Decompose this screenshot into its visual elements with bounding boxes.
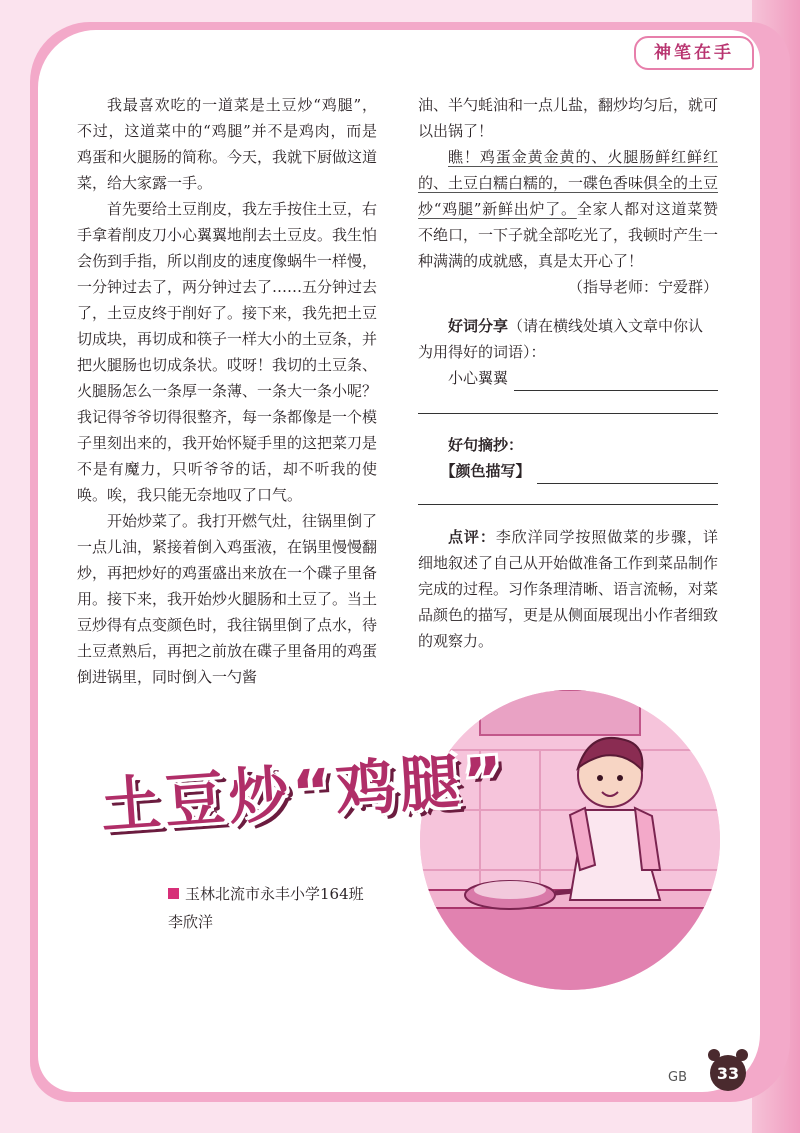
author-credit	[168, 880, 364, 936]
article-right-column	[418, 92, 718, 300]
word-example-line	[418, 365, 718, 391]
paragraph-result-rest: 全家人都对这道菜赞不绝口，一下子就全部吃光了，我顿时产生一种满满的成就感，真是太开心了！	[418, 200, 719, 270]
section-header: 神笔在手	[634, 36, 754, 70]
page-number-badge	[710, 1055, 746, 1091]
paragraph-intro: 我最喜欢吃的一道菜是土豆炒“鸡腿”，不过，这道菜中的“鸡腿”并不是鸡肉，而是鸡蛋和火腿肠的简称。今天，我就下厨做这道菜，给大家露一手。	[77, 96, 378, 192]
paragraph-result	[418, 144, 718, 274]
teacher-credit: （指导老师：宁爱群）	[567, 278, 718, 296]
author-school: 玉林北流市永丰小学164班	[185, 885, 364, 903]
color-description-label: 【颜色描写】	[440, 462, 531, 480]
word-fill-line[interactable]	[514, 372, 718, 391]
comment-title: 点评：	[448, 528, 496, 546]
author-name: 李欣洋	[168, 913, 214, 931]
sentence-fill-line[interactable]	[537, 465, 718, 484]
article-title: 土豆炒“鸡腿”	[98, 743, 510, 843]
color-description-line	[418, 458, 718, 484]
example-word: 小心翼翼	[448, 369, 509, 387]
word-share-instruction: （请在横线处填入文章中你认为用得好的词语）：	[418, 317, 704, 361]
page-number: 33	[716, 1064, 740, 1083]
word-share-title: 好词分享	[448, 317, 509, 335]
word-blank-line[interactable]	[418, 413, 718, 414]
paragraph-continuation: 油、半勺蚝油和一点儿盐，翻炒均匀后，就可以出锅了！	[418, 96, 719, 140]
footer-mark: GB	[668, 1070, 687, 1085]
word-share-section	[418, 313, 718, 414]
sentence-copy-section	[418, 432, 718, 505]
sentence-blank-line[interactable]	[418, 504, 718, 505]
bullet-square	[168, 888, 179, 899]
paragraph-cooking: 开始炒菜了。我打开燃气灶，往锅里倒了一点儿油，紧接着倒入鸡蛋液，在锅里慢慢翻炒，再把炒好的鸡蛋盛出来放在一个碟子里备用。接下来，我开始炒火腿肠和土豆了。当土豆炒得有点变颜色时，我往锅里倒了点水，待土豆煮熟后，再把之前放在碟子里备用的鸡蛋倒进锅里，同时倒入一勺酱	[77, 512, 378, 686]
color-description-sentence: 瞧！鸡蛋金黄金黄的、火腿肠鲜红鲜红的、土豆白糯白糯的，一碟色香味俱全的土豆炒“鸡腿”新鲜出炉了。	[418, 148, 719, 218]
sentence-copy-title: 好句摘抄：	[448, 436, 524, 454]
paragraph-peeling: 首先要给土豆削皮，我左手按住土豆，右手拿着削皮刀小心翼翼地削去土豆皮。我生怕会伤到手指，所以削皮的速度像蜗牛一样慢，一分钟过去了，两分钟过去了……五分钟过去了，土豆皮终于削好了。接下来，我先把土豆切成块，再切成和筷子一样大小的土豆条，并把火腿肠也切成条状。哎呀！我切的土豆条、火腿肠怎么一条厚一条薄、一条大一条小呢？我记得爷爷切得很整齐，每一条都像是一个模子里刻出来的，我开始怀疑手里的这把菜刀是不是有魔力，只听爷爷的话，却不听我的使唤。唉，我只能无奈地叹了口气。	[77, 200, 378, 504]
comment-section	[418, 524, 718, 654]
badge-ear-right	[736, 1049, 748, 1061]
badge-ear-left	[708, 1049, 720, 1061]
comment-text: 李欣洋同学按照做菜的步骤，详细地叙述了自己从开始做准备工作到菜品制作完成的过程。习作条理清晰、语言流畅，对菜品颜色的描写，更是从侧面展现出小作者细致的观察力。	[418, 528, 719, 650]
article-left-column	[77, 92, 377, 690]
